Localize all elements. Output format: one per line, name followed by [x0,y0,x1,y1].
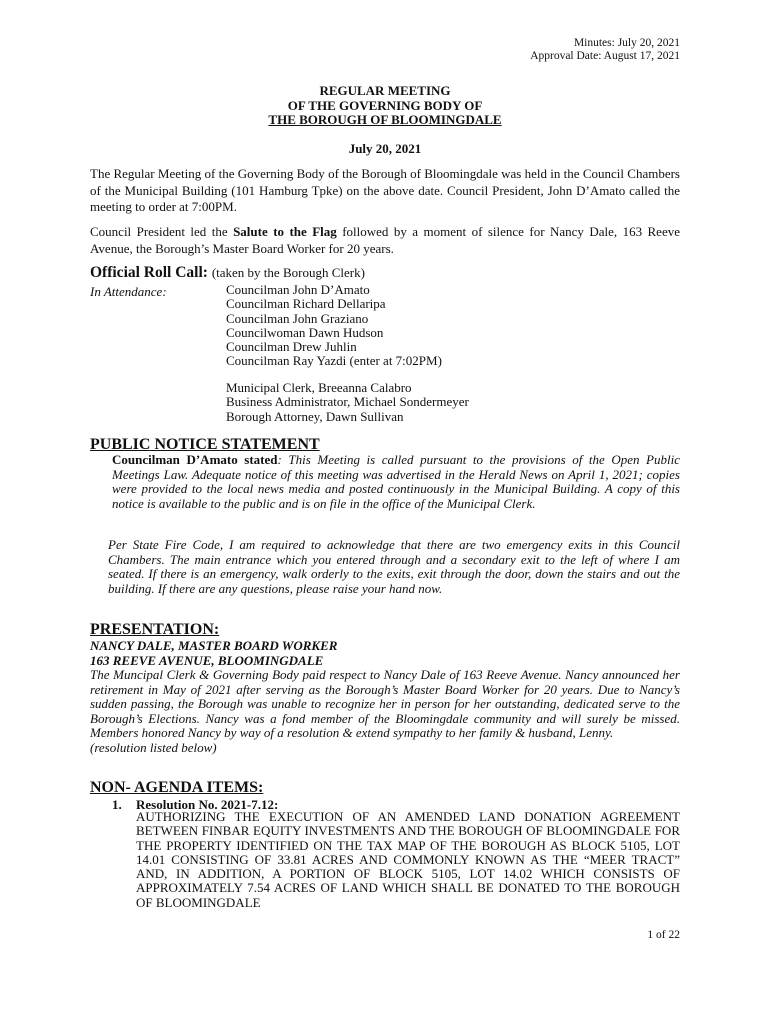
salute-paragraph [90,224,680,257]
roster-item: Councilwoman Dawn Hudson [226,324,384,340]
roster-item: Councilman Drew Juhlin [226,339,357,355]
intro-paragraph: The Regular Meeting of the Governing Body of the Borough of Bloomingdale was held in the Council Chambers of the Municipal Building (101 Hamburg Tpke) on the above date. Council President, John D’Amato called the meeting to order at 7:00PM. [90,166,680,214]
salute-text-after: followed by a moment of silence for Nancy Dale, 163 Reeve Avenue, the Borough’s Master Board Worker for 20 years. [90,224,680,256]
item-number: 1. [112,797,122,812]
non-agenda-heading: NON- AGENDA ITEMS: [90,779,264,796]
staff-item: Business Administrator, Michael Sondermeyer [226,394,469,410]
salute-text-before: Council President led the [90,224,234,239]
resolution-body: AUTHORIZING THE EXECUTION OF AN AMENDED LAND DONATION AGREEMENT BETWEEN FINBAR EQUITY INVESTMENTS AND THE BOROUGH OF BLOOMINGDALE FOR THE PROPERTY IDENTIFIED ON THE TAX MAP OF THE BOROUGH AS BLOCK 5105, LOT 14.01 CONSISTING OF 33.81 ACRES AND COMMONLY KNOWN AS THE “MEER TRACT” AND, IN ADDITION, A PORTION OF BLOCK 5105, LOT 14.02 WHICH CONSISTS OF APPROXIMATELY 7.54 ACRES OF LAND WHICH SHALL BE DONATED TO THE BOROUGH OF BLOOMINGDALE [136,809,680,910]
presentation-name: NANCY DALE, MASTER BOARD WORKER [90,638,338,653]
council-roster [226,283,442,369]
page-number: 1 of 22 [647,929,680,941]
title-line-2: OF THE GOVERNING BODY OF [287,97,483,113]
presentation-note: (resolution listed below) [90,739,217,755]
roll-call-heading [90,264,365,282]
roster-item: Councilman Richard Dellaripa [226,296,386,312]
minutes-header [530,37,680,63]
presentation-heading: PRESENTATION: [90,621,220,638]
roll-call-title: Official Roll Call: [90,264,208,281]
presentation-block [90,639,680,755]
public-notice-heading: PUBLIC NOTICE STATEMENT [90,436,320,453]
staff-item: Municipal Clerk, Breeanna Calabro [226,380,412,395]
roster-item: Councilman John Graziano [226,310,369,326]
notice-body: : This Meeting is called pursuant to the provisions of the Open Public Meetings Law. Adequate notice of this meeting was advertised in the Herald News on April 1, 2021; copies were provided to the local news media and posted continuously in the Municipal Building. A copy of this notice is available to the public and is on file in the office of the Municipal Clerk. [112,452,680,511]
attendance-label: In Attendance: [90,284,167,299]
roster-item: Councilman Ray Yazdi (enter at 7:02PM) [226,353,442,369]
staff-roster [226,381,469,424]
title-line-1: REGULAR MEETING [319,83,451,98]
roll-call-note: (taken by the Borough Clerk) [211,265,365,280]
approval-date: Approval Date: August 17, 2021 [530,50,680,62]
item-title: Resolution No. 2021-7.12: [136,797,279,812]
salute-bold: Salute to the Flag [233,224,337,239]
meeting-title [0,84,770,128]
meeting-date: July 20, 2021 [348,141,422,156]
presentation-text: The Muncipal Clerk & Governing Body paid respect to Nancy Dale of 163 Reeve Avenue. Nancy announced her retirement in May of 2021 after serving as the Borough’s Master Board Worker for 20 years. Due to Nancy’s sudden passing, the Borough was unable to recognize her in person for her outstanding, dedicated serve to the Borough’s Elections. Nancy was a fond member of the Bloomingdale community and will surely be missed. Members honored Nancy by way of a resolution & extend sympathy to her family & husband, Lenny. [90,667,680,740]
title-line-3: THE BOROUGH OF BLOOMINGDALE [268,112,502,127]
presentation-address: 163 REEVE AVENUE, BLOOMINGDALE [90,652,324,668]
fire-code-text: Per State Fire Code, I am required to acknowledge that there are two emergency exits in this Council Chambers. The main entrance which you entered through and a secondary exit to the left of where I am seated. If there is an emergency, walk orderly to the exits, exit through the door, down the stairs and out the building. If there are any questions, please raise your hand now. [108,537,680,596]
minutes-date: Minutes: July 20, 2021 [573,37,680,49]
staff-item: Borough Attorney, Dawn Sullivan [226,408,404,424]
notice-speaker: Councilman D’Amato stated [112,452,278,467]
roster-item: Councilman John D’Amato [226,282,370,297]
public-notice-text [112,453,680,511]
